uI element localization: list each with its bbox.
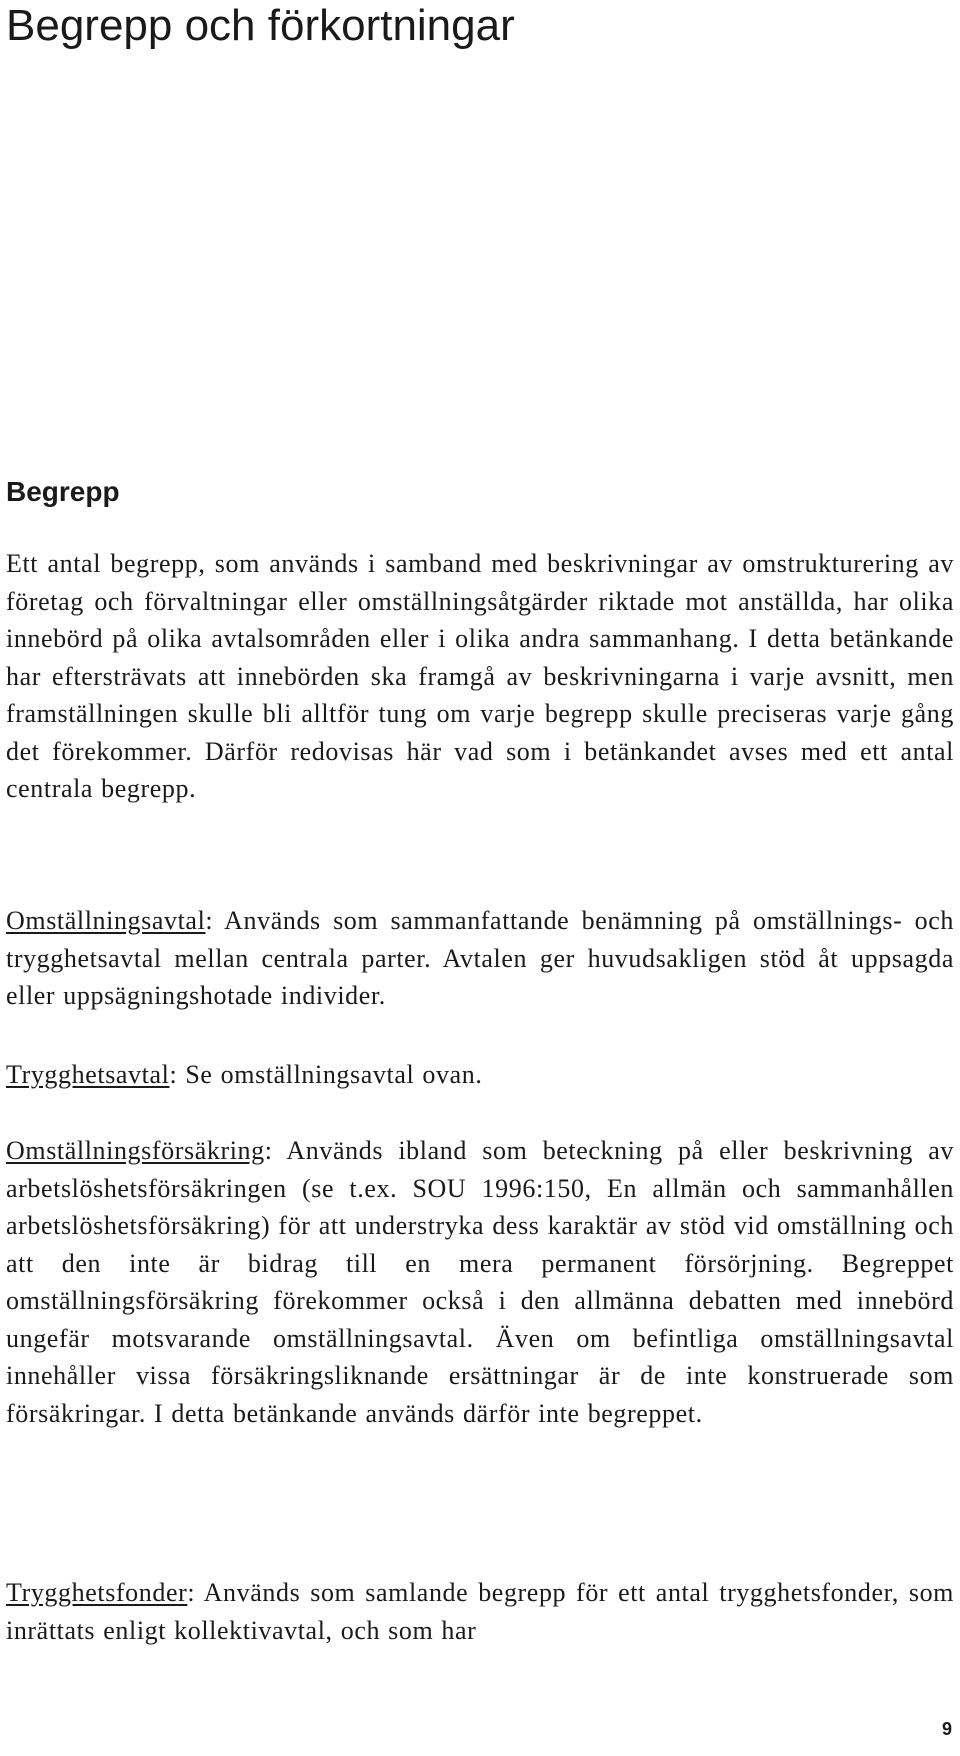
- term-omstallningsforsakring: Omställningsförsäkring: [6, 1136, 265, 1165]
- definition-text: : Används som samlande begrepp för ett antal trygghetsfonder, som inrättats enligt kollektivavtal, och som har: [6, 1578, 954, 1645]
- intro-paragraph: Ett antal begrepp, som används i samband med beskrivningar av omstrukturering av företag och förvaltningar eller omställningsåtgärder riktade mot anställda, har olika innebörd på olika avtalsområden eller i olika andra sammanhang. I detta betänkande har eftersträvats att innebörden ska framgå av beskrivningarna i varje avsnitt, men framställningen skulle bli alltför tung om varje begrepp skulle preciseras varje gång det förekommer. Därför redovisas här vad som i betänkandet avses med ett antal centrala begrepp.: [6, 549, 954, 803]
- definition-trygghetsfonder: [6, 1574, 954, 1649]
- term-trygghetsavtal: Trygghetsavtal: [6, 1060, 170, 1089]
- term-omstallningsavtal: Omställningsavtal: [6, 906, 206, 935]
- definition-text: : Se omställningsavtal ovan.: [169, 1060, 483, 1089]
- definition-text: : Används som sammanfattande benämning på omställnings- och trygghetsavtal mellan centrala parter. Avtalen ger huvudsakligen stöd åt uppsagda eller uppsägningshotade individer.: [6, 906, 954, 1010]
- definition-text: : Används ibland som beteckning på eller beskrivning av arbetslöshetsförsäkringen (se t.ex. SOU 1996:150, En allmän och sammanhållen arbetslöshetsförsäkring) för att understryka dess karaktär av stöd vid omställning och att den inte är bidrag till en mera permanent försörjning. Begreppet omställningsförsäkring förekommer också i den allmänna debatten med innebörd ungefär motsvarande omställningsavtal. Även om befintliga omställningsavtal innehåller vissa försäkringsliknande ersättningar är de inte konstruerade som försäkringar. I detta betänkande används därför inte begreppet.: [6, 1136, 954, 1428]
- definition-trygghetsavtal: [6, 1056, 954, 1094]
- page-title: Begrepp och förkortningar: [6, 1, 515, 50]
- definition-omstallningsforsakring: [6, 1132, 954, 1432]
- term-trygghetsfonder: Trygghetsfonder: [6, 1578, 188, 1607]
- definition-omstallningsavtal: [6, 902, 954, 1015]
- page-number: 9: [941, 1719, 952, 1739]
- section-heading: Begrepp: [6, 476, 120, 507]
